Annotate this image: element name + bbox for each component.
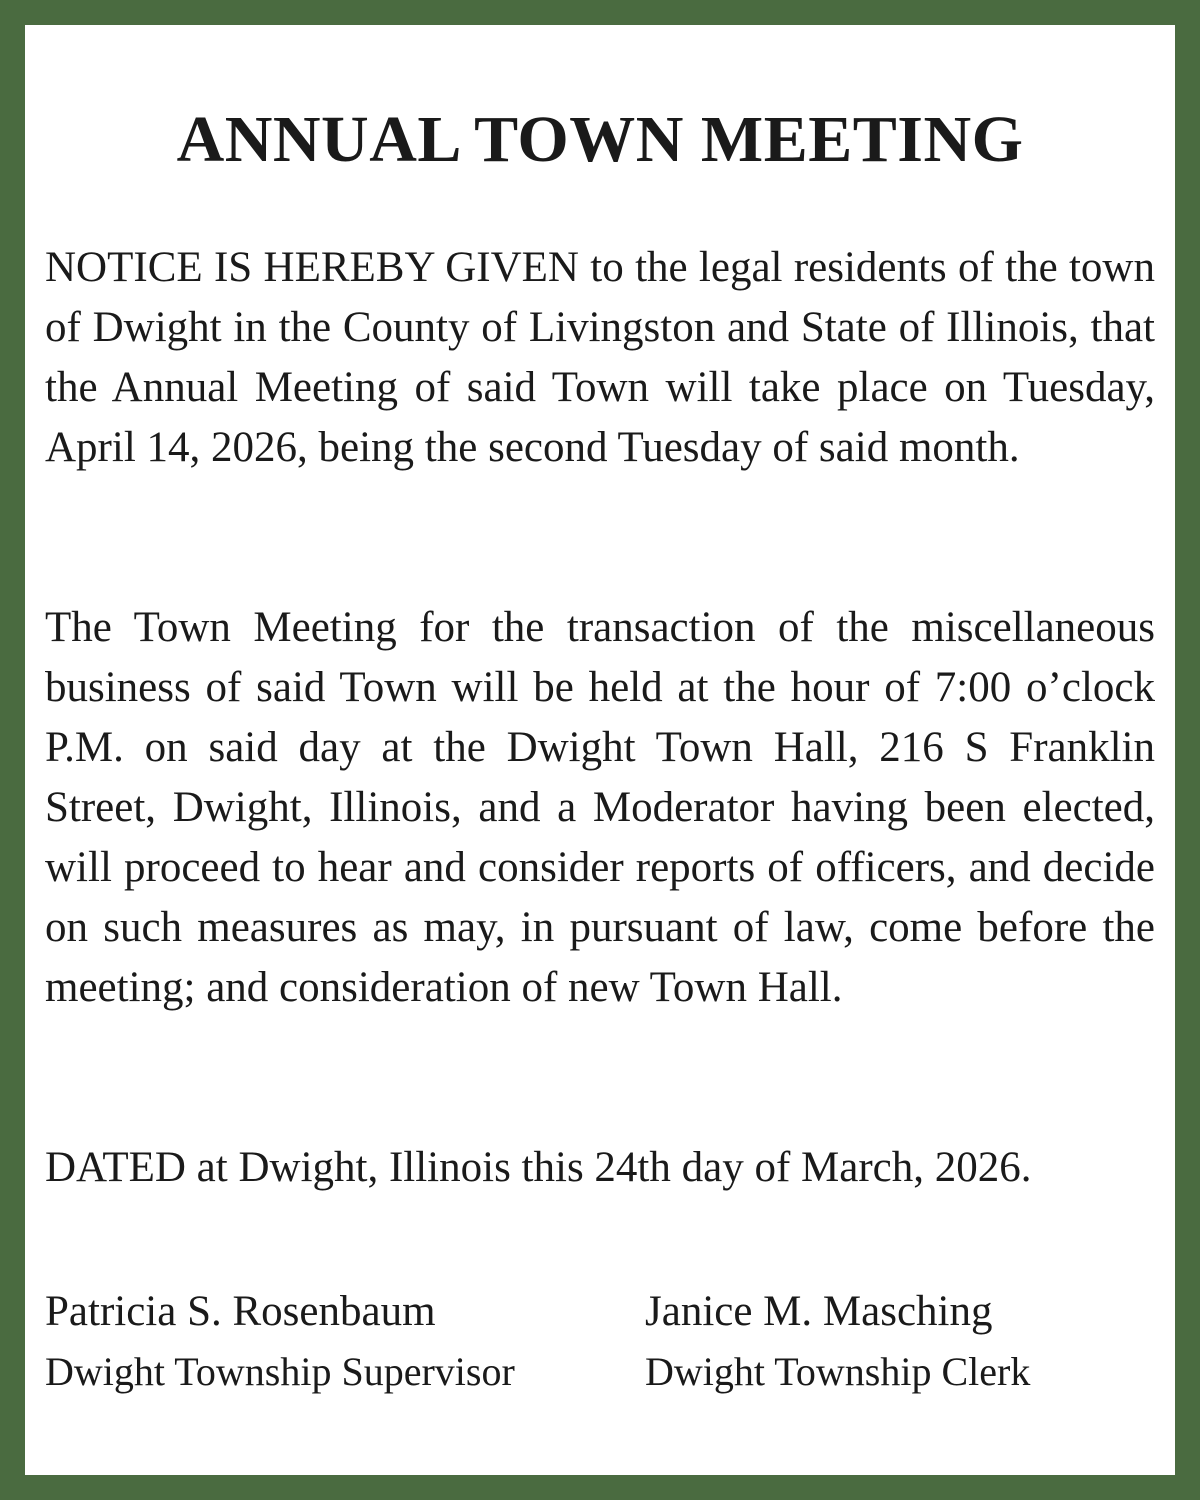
supervisor-title: Dwight Township Supervisor bbox=[45, 1349, 515, 1394]
clerk-name: Janice M. Masching bbox=[645, 1288, 993, 1335]
notice-panel bbox=[25, 25, 1175, 1475]
notice-paragraph-1: NOTICE IS HEREBY GIVEN to the legal residents of the town of Dwight in the County of Livingston and State of Illinois, that the Annual Meeting of said Town will take place on Tuesday, April 14, 2026, being the second Tuesday of said month. bbox=[45, 244, 1155, 471]
dated-line: DATED at Dwight, Illinois this 24th day of March, 2026. bbox=[45, 1144, 1032, 1191]
notice-paragraph-2: The Town Meeting for the transaction of the miscellaneous business of said Town will be held at the hour of 7:00 o’clock P.M. on said day at the Dwight Town Hall, 216 S Franklin Street, Dwight, Illinois, and a Moderator having been elected, will proceed to hear and consider reports of officers, and decide on such measures as may, in pursuant of law, come before the meeting; and consideration of new Town Hall. bbox=[45, 604, 1155, 1011]
signature-supervisor bbox=[45, 1282, 515, 1402]
signature-clerk bbox=[645, 1282, 1030, 1402]
notice-title: ANNUAL TOWN MEETING bbox=[176, 103, 1024, 176]
clerk-title: Dwight Township Clerk bbox=[645, 1349, 1031, 1394]
supervisor-name: Patricia S. Rosenbaum bbox=[45, 1288, 436, 1335]
